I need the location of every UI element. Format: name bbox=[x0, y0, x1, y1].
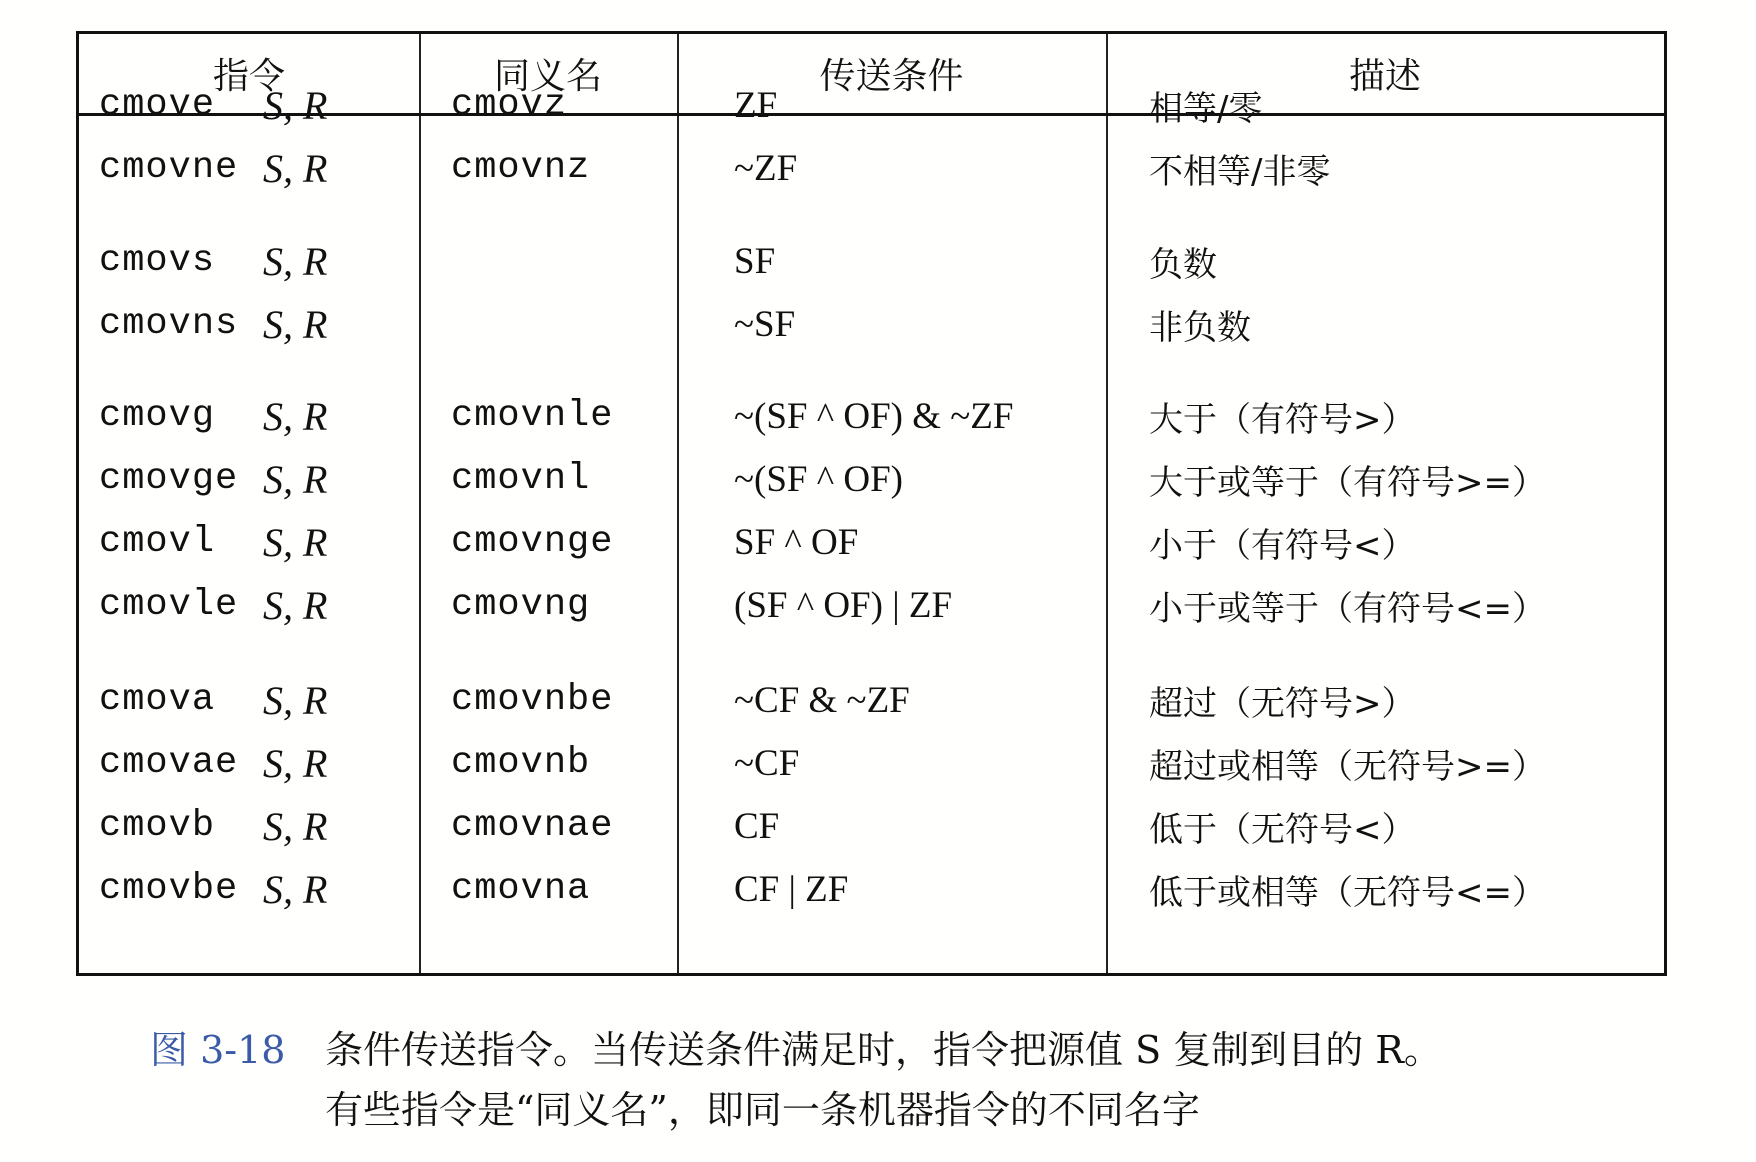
table-row bbox=[79, 512, 1664, 572]
table-row bbox=[79, 231, 1664, 291]
condition-description: 超过（无符号>） bbox=[1149, 683, 1416, 724]
instruction-name: cmovbe bbox=[99, 868, 239, 910]
header-instruction: 指令 bbox=[212, 56, 285, 97]
move-condition: SF ^ OF bbox=[734, 521, 859, 563]
move-condition: ~SF bbox=[734, 303, 796, 345]
move-condition: ~(SF ^ OF) & ~ZF bbox=[734, 395, 1014, 437]
table-row bbox=[79, 75, 1664, 135]
instruction-operands: S, R bbox=[263, 582, 328, 628]
synonym-name: cmovnle bbox=[451, 395, 614, 437]
instruction-operands: S, R bbox=[263, 393, 328, 439]
table-row bbox=[79, 386, 1664, 446]
table-row bbox=[79, 575, 1664, 635]
synonym-name: cmovnb bbox=[451, 742, 591, 784]
instruction-operands: S, R bbox=[263, 238, 328, 284]
condition-description: 大于或等于（有符号>=） bbox=[1149, 462, 1546, 503]
instruction-operands: S, R bbox=[263, 519, 328, 565]
figure-caption bbox=[150, 1020, 1442, 1140]
synonym-name: cmovnge bbox=[451, 521, 614, 563]
instruction-name: cmovns bbox=[99, 303, 239, 345]
instruction-name: cmovb bbox=[99, 805, 216, 847]
instruction-name: cmova bbox=[99, 679, 216, 721]
instruction-name: cmovae bbox=[99, 742, 239, 784]
caption-line-1: 条件传送指令。当传送条件满足时，指令把源值 S 复制到目的 R。 bbox=[325, 1028, 1442, 1072]
instruction-name: cmovs bbox=[99, 240, 216, 282]
instruction-name: cmovne bbox=[99, 147, 239, 189]
header-synonym: 同义名 bbox=[493, 56, 602, 97]
synonym-name: cmovnl bbox=[451, 458, 591, 500]
instruction-operands: S, R bbox=[263, 456, 328, 502]
instruction-operands: S, R bbox=[263, 677, 328, 723]
condition-description: 大于（有符号>） bbox=[1149, 399, 1416, 440]
conditional-move-table bbox=[76, 31, 1667, 976]
instruction-name: cmovle bbox=[99, 584, 239, 626]
move-condition: ZF bbox=[734, 84, 778, 126]
condition-description: 非负数 bbox=[1149, 307, 1251, 348]
synonym-name: cmovna bbox=[451, 868, 591, 910]
move-condition: SF bbox=[734, 240, 776, 282]
caption-line-2: 有些指令是“同义名”，即同一条机器指令的不同名字 bbox=[325, 1088, 1200, 1132]
table-row bbox=[79, 138, 1664, 198]
instruction-name: cmovge bbox=[99, 458, 239, 500]
header-condition: 传送条件 bbox=[819, 56, 964, 97]
condition-description: 相等/零 bbox=[1149, 88, 1263, 129]
synonym-name: cmovnae bbox=[451, 805, 614, 847]
instruction-name: cmovl bbox=[99, 521, 216, 563]
condition-description: 负数 bbox=[1149, 244, 1217, 285]
synonym-name: cmovz bbox=[451, 84, 568, 126]
condition-description: 不相等/非零 bbox=[1149, 151, 1331, 192]
instruction-operands: S, R bbox=[263, 866, 328, 912]
figure-label: 图 3-18 bbox=[150, 1028, 286, 1072]
instruction-operands: S, R bbox=[263, 301, 328, 347]
instruction-operands: S, R bbox=[263, 803, 328, 849]
instruction-operands: S, R bbox=[263, 145, 328, 191]
condition-description: 低于或相等（无符号<=） bbox=[1149, 872, 1546, 913]
synonym-name: cmovnz bbox=[451, 147, 591, 189]
condition-description: 小于或等于（有符号<=） bbox=[1149, 588, 1546, 629]
condition-description: 小于（有符号<） bbox=[1149, 525, 1416, 566]
instruction-operands: S, R bbox=[263, 82, 328, 128]
table-row bbox=[79, 859, 1664, 919]
move-condition: ~ZF bbox=[734, 147, 798, 189]
move-condition: CF bbox=[734, 805, 780, 847]
condition-description: 超过或相等（无符号>=） bbox=[1149, 746, 1546, 787]
move-condition: ~CF & ~ZF bbox=[734, 679, 910, 721]
table-row bbox=[79, 449, 1664, 509]
move-condition: ~CF bbox=[734, 742, 800, 784]
synonym-name: cmovnbe bbox=[451, 679, 614, 721]
table-row bbox=[79, 796, 1664, 856]
synonym-name: cmovng bbox=[451, 584, 591, 626]
table-row bbox=[79, 670, 1664, 730]
header-description: 描述 bbox=[1348, 56, 1421, 97]
condition-description: 低于（无符号<） bbox=[1149, 809, 1416, 850]
move-condition: CF | ZF bbox=[734, 868, 849, 910]
instruction-operands: S, R bbox=[263, 740, 328, 786]
table-row bbox=[79, 294, 1664, 354]
move-condition: (SF ^ OF) | ZF bbox=[734, 584, 953, 626]
move-condition: ~(SF ^ OF) bbox=[734, 458, 903, 500]
table-row bbox=[79, 733, 1664, 793]
instruction-name: cmove bbox=[99, 84, 216, 126]
instruction-name: cmovg bbox=[99, 395, 216, 437]
